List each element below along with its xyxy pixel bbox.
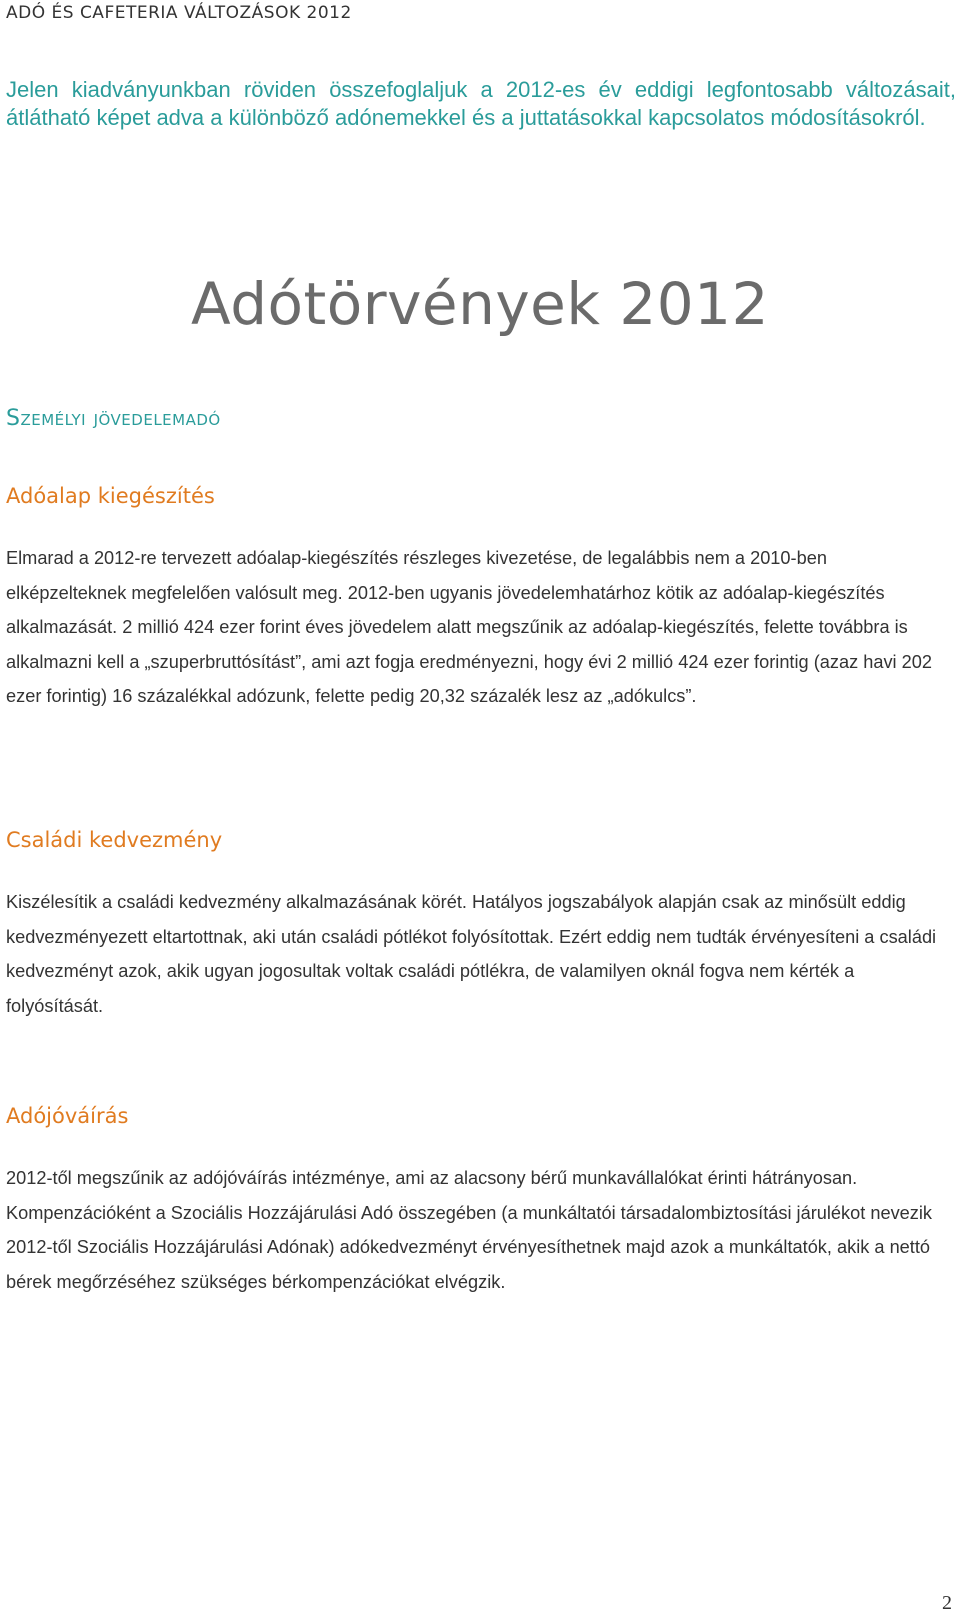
- intro-paragraph: Jelen kiadványunkban röviden összefoglaljuk a 2012-es év eddigi legfontosabb változásait, átlátható képet adva a különböző adónemekkel és a juttatásokkal kapcsolatos módosításokról.: [6, 77, 956, 130]
- page-number: 2: [942, 1592, 952, 1614]
- subsection-title-adoalap: Adóalap kiegészítés: [6, 484, 215, 508]
- subsection-text-adoalap: Elmarad a 2012-re tervezett adóalap-kiegészítés részleges kivezetése, de legalábbis nem a 2010-ben elképzelteknek megfelelően valósult meg. 2012-ben ugyanis jövedelemhatárhoz kötik az adóalap-kiegészítés alkalmazását. 2 millió 424 ezer forint éves jövedelem alatt megszűnik az adóalap-kiegészítés, felette továbbra is alkalmazni kell a „szuperbruttósítást”, ami azt fogja eredményezni, hogy évi 2 millió 424 ezer forintig (azaz havi 202 ezer forintig) 16 százalékkal adózunk, felette pedig 20,32 százalék lesz az „adókulcs”.: [6, 548, 932, 706]
- document-header: ADÓ ÉS CAFETERIA VÁLTOZÁSOK 2012: [6, 3, 352, 23]
- main-title: Adótörvények 2012: [191, 270, 769, 338]
- subsection-text-adojovairas: 2012-től megszűnik az adójóváírás intézménye, ami az alacsony bérű munkavállalókat érinti hátrányosan. Kompenzációként a Szociális Hozzájárulási Adó összegében (a munkáltatói társadalombiztosítási járulékot nevezik 2012-től Szociális Hozzájárulási Adónak) adókedvezményt érvényesíthetnek majd azok a munkáltatók, akik a nettó bérek megőrzéséhez szükséges bérkompenzációkat elvégzik.: [6, 1168, 933, 1292]
- subsection-text-csaladi: Kiszélesítik a családi kedvezmény alkalmazásának körét. Hatályos jogszabályok alapján csak az minősült eddig kedvezményezett eltartottnak, aki után családi pótlékot folyósítottak. Ezért eddig nem tudták érvényesíteni a családi kedvezményt azok, akik ugyan jogosultak voltak családi pótlékra, de valamilyen oknál fogva nem kérték a folyósítását.: [6, 892, 937, 1016]
- section-title: Személyi jövedelemadó: [6, 406, 221, 431]
- subsection-title-adojovairas: Adójóváírás: [6, 1104, 129, 1128]
- subsection-title-csaladi: Családi kedvezmény: [6, 828, 223, 852]
